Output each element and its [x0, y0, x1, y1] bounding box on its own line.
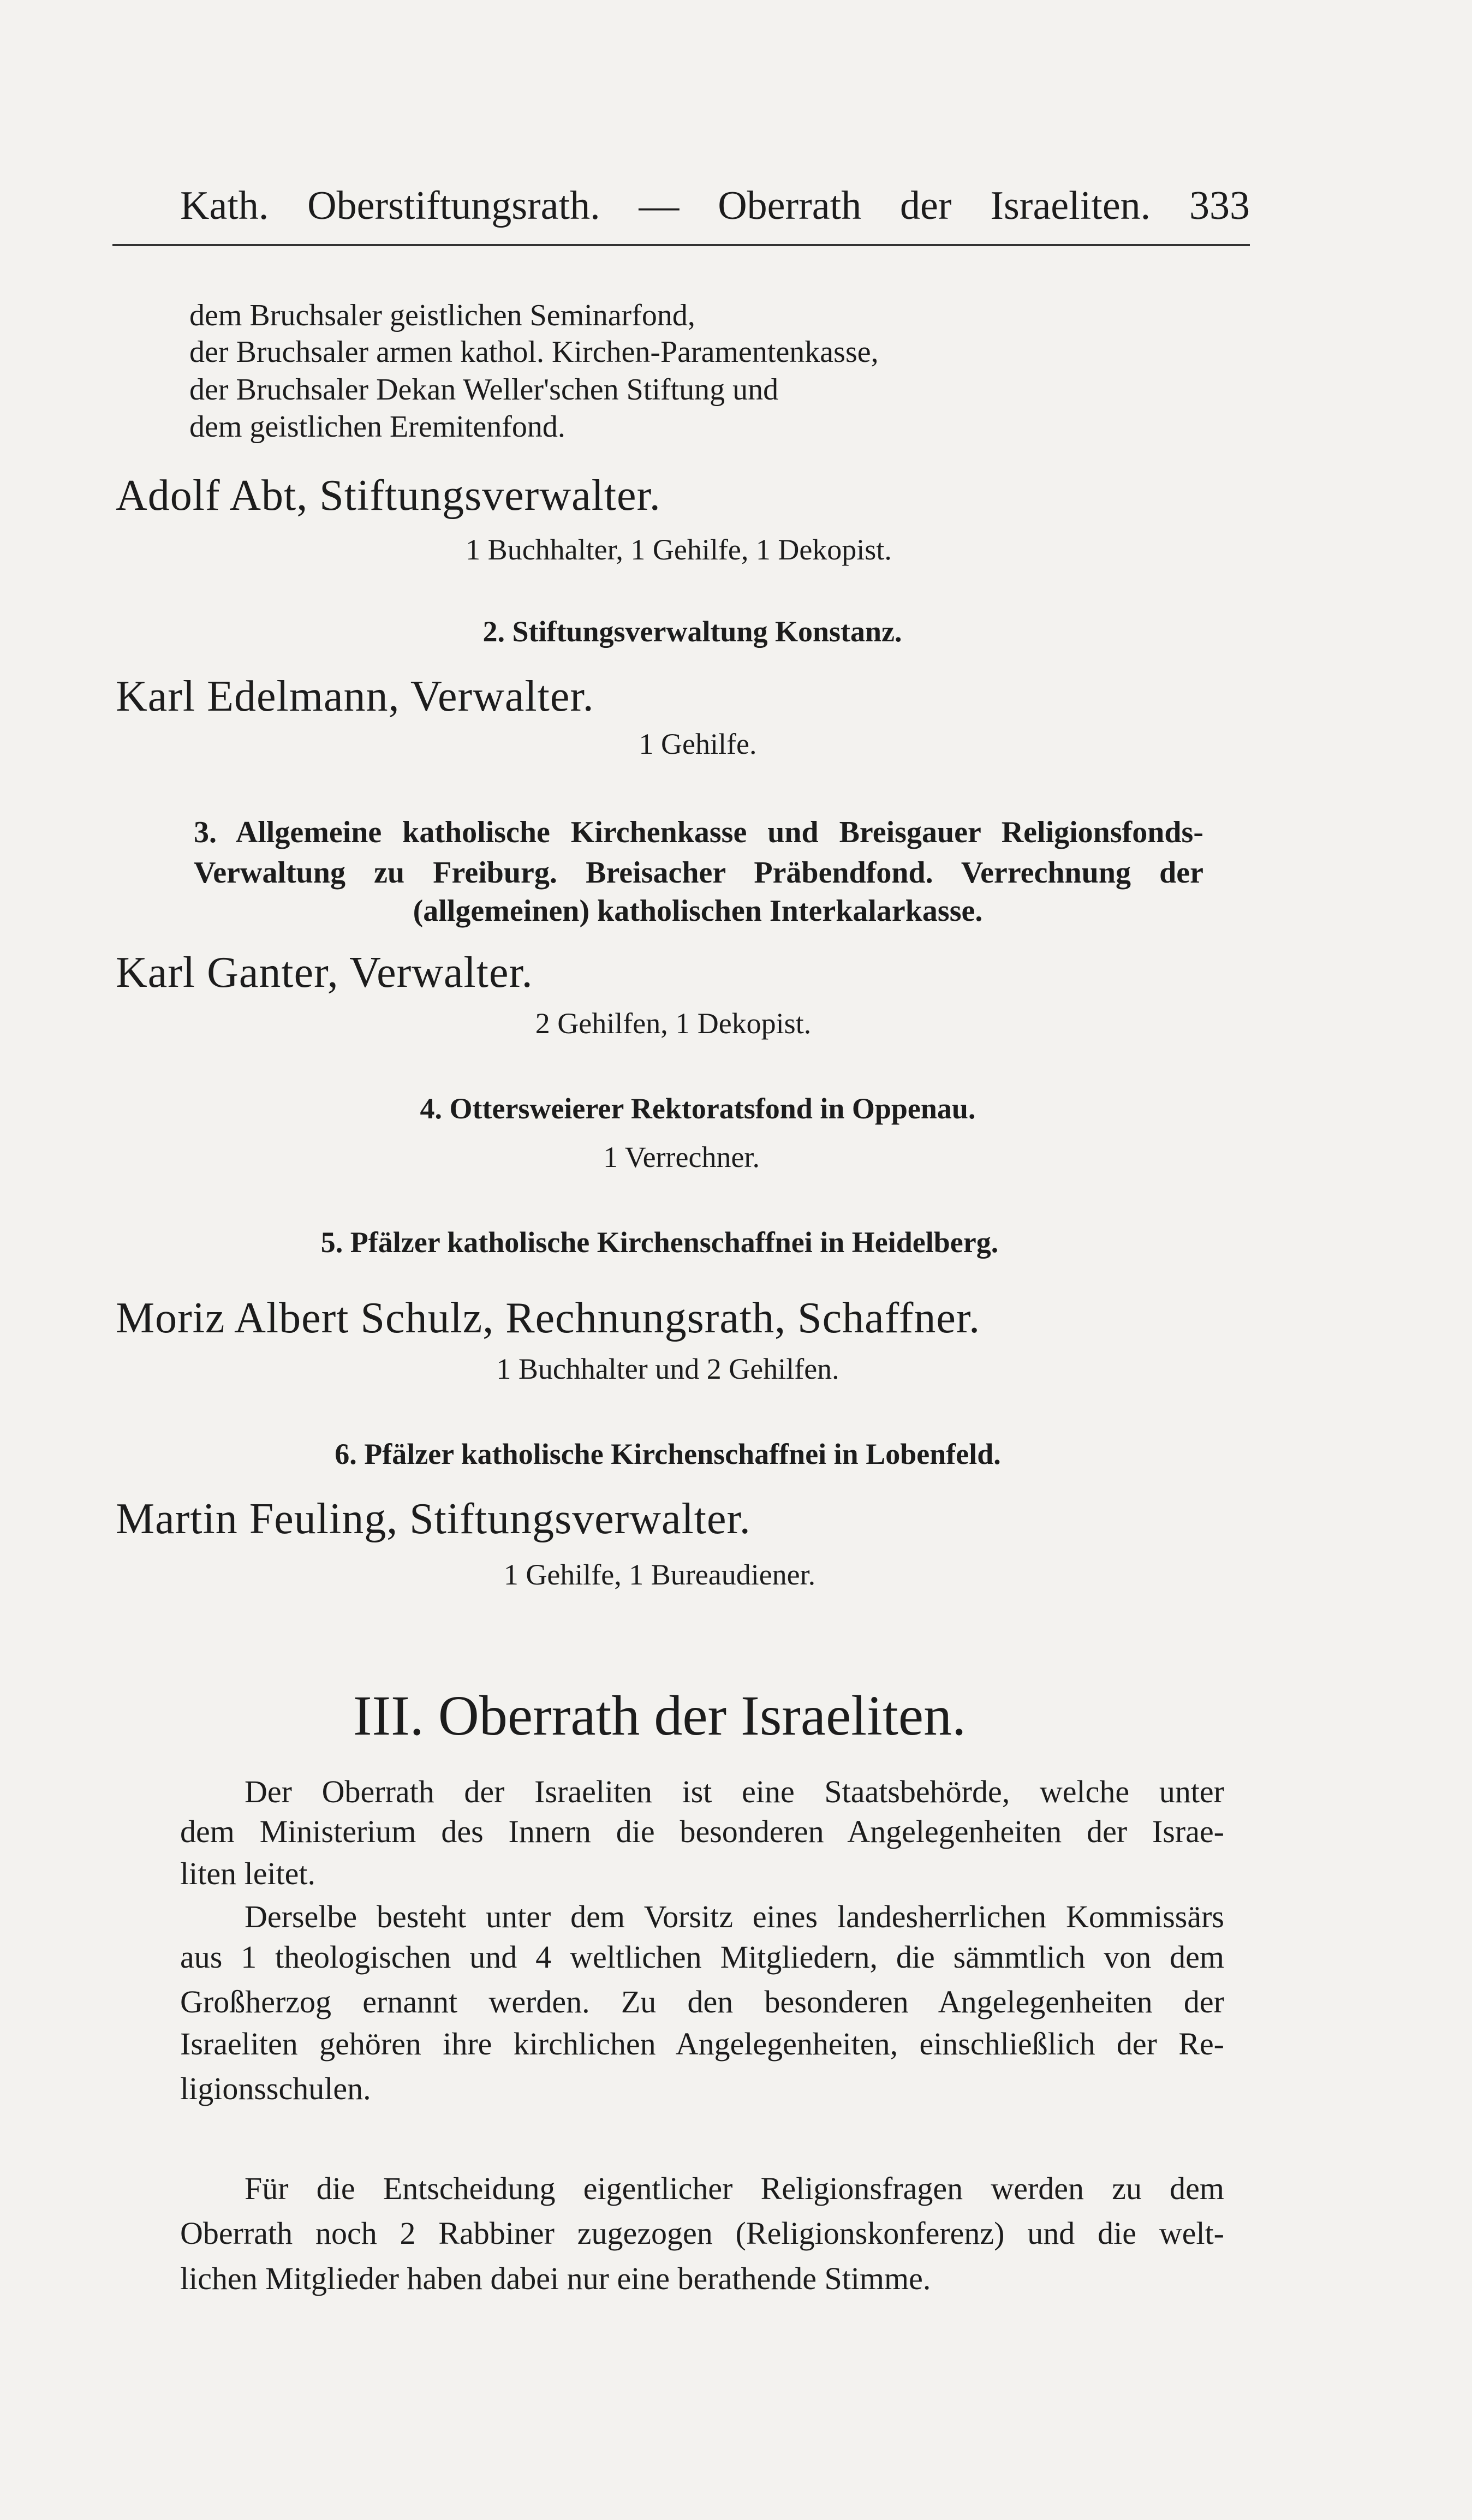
page-number: 333 [1189, 183, 1250, 228]
continuation-line: dem geistlichen Eremitenfond. [189, 410, 565, 444]
paragraph-line: aus 1 theologischen und 4 weltlichen Mitgliedern, die sämmtlich von dem [180, 1939, 1224, 1975]
section-heading: 4. Ottersweierer Rektoratsfond in Oppenau. [420, 1092, 976, 1125]
section-heading-line: (allgemeinen) katholischen Interkalarkasse. [413, 894, 983, 928]
paragraph-line: Derselbe besteht unter dem Vorsitz eines landesherrlichen Kommissärs [245, 1899, 1224, 1934]
staff-line: 2 Gehilfen, 1 Dekopist. [535, 1007, 812, 1040]
chapter-title: III. Oberrath der Israeliten. [353, 1684, 967, 1747]
running-header [180, 183, 1250, 228]
staff-line: 1 Buchhalter, 1 Gehilfe, 1 Dekopist. [466, 533, 892, 566]
official-name: Karl Ganter, Verwalter. [116, 949, 533, 997]
paragraph-line: Oberrath noch 2 Rabbiner zugezogen (Religionskonferenz) und die welt- [180, 2215, 1224, 2251]
paragraph-line: ligionsschulen. [180, 2071, 371, 2106]
continuation-line: der Bruchsaler armen kathol. Kirchen-Paramentenkasse, [189, 335, 879, 369]
paragraph-line: lichen Mitglieder haben dabei nur eine berathende Stimme. [180, 2261, 931, 2296]
paragraph-line: Israeliten gehören ihre kirchlichen Angelegenheiten, einschließlich der Re- [180, 2026, 1224, 2062]
official-name: Adolf Abt, Stiftungsverwalter. [116, 472, 661, 520]
section-heading: 6. Pfälzer katholische Kirchenschaffnei in Lobenfeld. [335, 1438, 1001, 1470]
section-heading-line: Verwaltung zu Freiburg. Breisacher Präbendfond. Verrechnung der [194, 856, 1203, 890]
section-heading: 5. Pfälzer katholische Kirchenschaffnei in Heidelberg. [320, 1226, 999, 1259]
official-name: Karl Edelmann, Verwalter. [116, 672, 594, 720]
staff-line: 1 Gehilfe, 1 Bureaudiener. [503, 1558, 816, 1591]
paragraph-line: Großherzog ernannt werden. Zu den besonderen Angelegenheiten der [180, 1984, 1224, 2019]
section-heading: 2. Stiftungsverwaltung Konstanz. [482, 615, 902, 648]
paragraph-line: liten leitet. [180, 1856, 316, 1891]
official-name: Moriz Albert Schulz, Rechnungsrath, Schaffner. [116, 1294, 981, 1342]
paragraph-line: dem Ministerium des Innern die besonderen Angelegenheiten der Israe- [180, 1814, 1224, 1849]
section-heading-line: 3. Allgemeine katholische Kirchenkasse und Breisgauer Religionsfonds- [194, 815, 1203, 849]
staff-line: 1 Gehilfe. [639, 728, 757, 760]
continuation-line: der Bruchsaler Dekan Weller'schen Stiftung und [189, 373, 779, 407]
continuation-line: dem Bruchsaler geistlichen Seminarfond, [189, 299, 695, 332]
staff-line: 1 Verrechner. [603, 1141, 760, 1173]
paragraph-line: Der Oberrath der Israeliten ist eine Staatsbehörde, welche unter [245, 1774, 1224, 1809]
header-title: Kath. Oberstiftungsrath. — Oberrath der Israeliten. [180, 183, 1151, 228]
header-rule [112, 244, 1250, 246]
paragraph-line: Für die Entscheidung eigentlicher Religionsfragen werden zu dem [245, 2171, 1224, 2206]
staff-line: 1 Buchhalter und 2 Gehilfen. [496, 1353, 839, 1385]
official-name: Martin Feuling, Stiftungsverwalter. [116, 1495, 751, 1543]
